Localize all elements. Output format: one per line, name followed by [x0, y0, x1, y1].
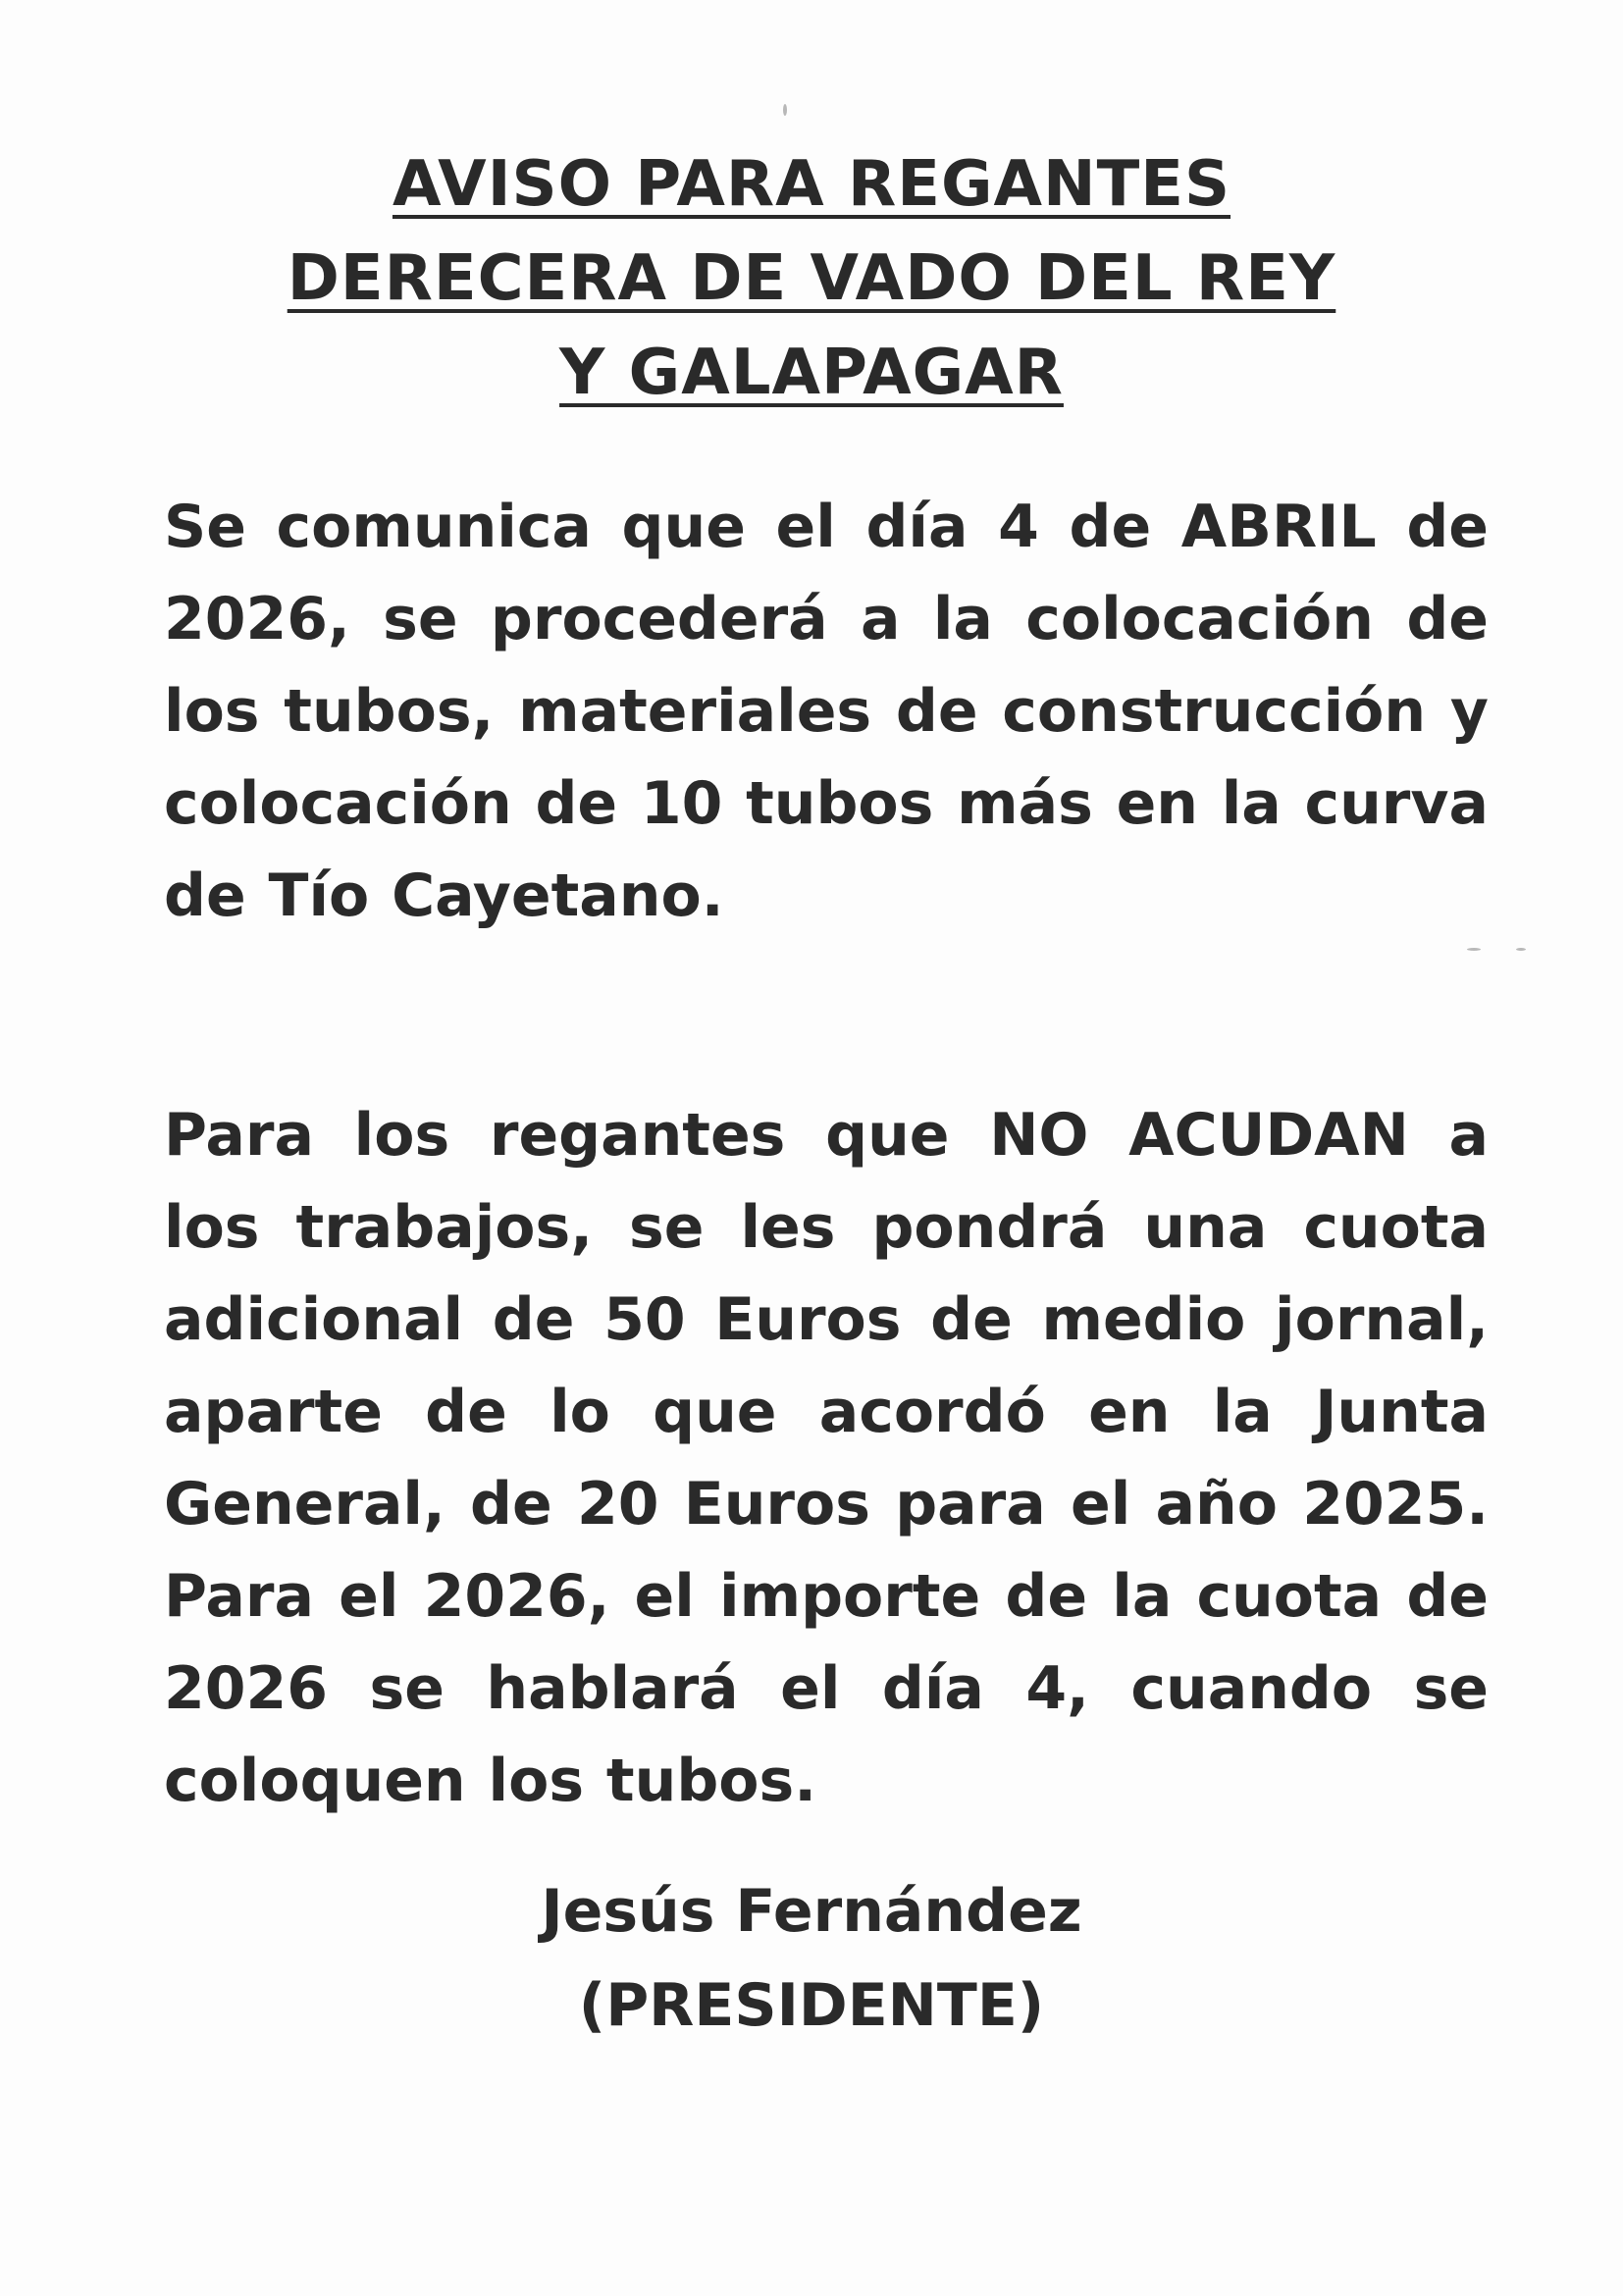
notice-paragraph-fee: Para los regantes que NO ACUDAN a los trabajos, se les pondrá una cuota adicional de 50 Euros de medio jornal, aparte de lo que acordó en la Junta General, de 20 Euros para el año 2025. Para el 2026, el importe de la cuota de 2026 se hablará el día 4, cuando se coloquen los tubos. — [164, 1101, 1489, 1815]
signature-role: (PRESIDENTE) — [578, 1971, 1045, 2040]
scan-speck — [1516, 948, 1526, 951]
scan-speck — [783, 104, 787, 116]
signature-name: Jesús Fernández — [541, 1877, 1082, 1946]
title-line-2: DERECERA DE VADO DEL REY — [287, 242, 1336, 315]
title-line-1: AVISO PARA REGANTES — [392, 148, 1231, 221]
notice-title — [0, 137, 1623, 420]
signature-block — [0, 1864, 1623, 2053]
title-line-3: Y GALAPAGAR — [559, 337, 1064, 409]
scan-speck — [1467, 948, 1481, 951]
notice-paragraph-date: Se comunica que el día 4 de ABRIL de 2026, se procederá a la colocación de los tubos, materiales de construcción y colocación de 10 tubos más en la curva de Tío Cayetano. — [164, 493, 1489, 930]
